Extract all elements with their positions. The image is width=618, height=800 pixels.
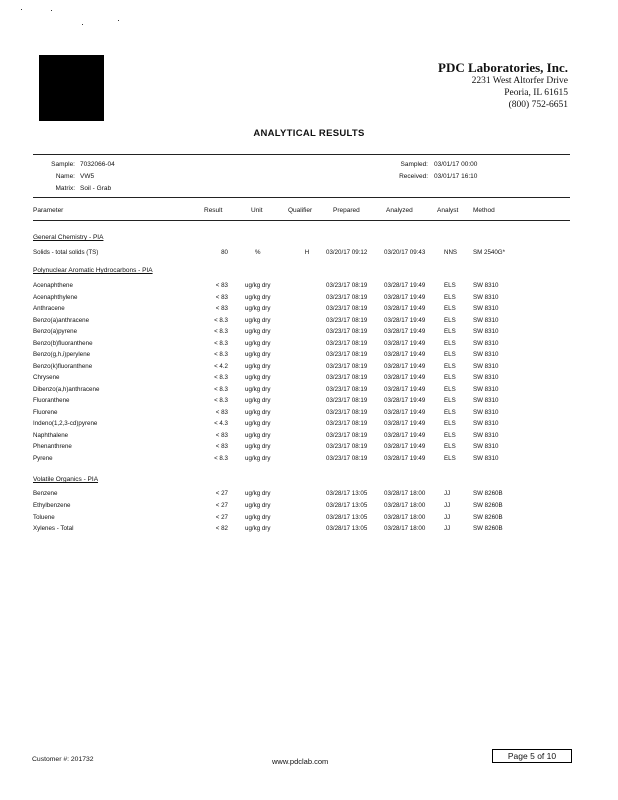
scan-speck xyxy=(118,20,119,21)
section-title-volatile-organics: Volatile Organics - PIA xyxy=(33,476,99,483)
cell-unit: ug/kg dry xyxy=(245,305,271,312)
cell-prepared: 03/28/17 13:05 xyxy=(326,525,368,533)
cell-unit: ug/kg dry xyxy=(245,328,271,335)
cell-unit: ug/kg dry xyxy=(245,316,271,324)
sample-matrix-label: Matrix: xyxy=(55,185,75,192)
cell-unit: % xyxy=(255,249,261,256)
cell-result: 80 xyxy=(221,249,228,256)
cell-analyst: ELS xyxy=(444,454,456,462)
col-header-analyzed: Analyzed xyxy=(386,207,413,214)
cell-prepared: 03/23/17 08:19 xyxy=(326,420,368,427)
cell-unit: ug/kg dry xyxy=(245,385,271,393)
cell-analyzed: 03/28/17 19:49 xyxy=(384,351,426,358)
sample-id-value: 7032066-04 xyxy=(80,161,115,168)
cell-analyst: NNS xyxy=(444,249,458,256)
cell-result: < 8.3 xyxy=(214,374,228,381)
cell-analyzed: 03/28/17 19:49 xyxy=(384,328,426,335)
cell-analyst: ELS xyxy=(444,443,456,450)
cell-method: SW 8260B xyxy=(473,490,503,497)
cell-prepared: 03/23/17 08:19 xyxy=(326,397,368,404)
cell-parameter: Pyrene xyxy=(33,454,53,462)
cell-method: SW 8310 xyxy=(473,362,499,370)
cell-prepared: 03/20/17 09:12 xyxy=(326,249,368,256)
scan-speck xyxy=(51,10,52,11)
cell-prepared: 03/23/17 08:19 xyxy=(326,431,368,439)
cell-parameter: Toluene xyxy=(33,513,55,521)
cell-analyzed: 03/28/17 19:49 xyxy=(384,397,426,404)
cell-result: < 8.3 xyxy=(214,339,228,347)
cell-parameter: Fluorene xyxy=(33,408,58,416)
cell-method: SW 8310 xyxy=(473,282,499,289)
cell-prepared: 03/23/17 08:19 xyxy=(326,374,368,381)
cell-parameter: Dibenzo(a,h)anthracene xyxy=(33,385,100,393)
cell-unit: ug/kg dry xyxy=(245,501,271,509)
cell-result: < 83 xyxy=(215,282,228,289)
cell-unit: ug/kg dry xyxy=(245,362,271,370)
cell-parameter: Benzo(k)fluoranthene xyxy=(33,362,93,370)
cell-result: < 8.3 xyxy=(214,454,228,462)
sampled-label: Sampled: xyxy=(400,161,428,168)
cell-method: SW 8310 xyxy=(473,385,499,393)
cell-analyst: ELS xyxy=(444,431,456,439)
table-row xyxy=(0,340,618,351)
cell-prepared: 03/23/17 08:19 xyxy=(326,305,368,312)
cell-method: SW 8260B xyxy=(473,501,503,509)
sample-matrix-value: Soil - Grab xyxy=(80,185,112,192)
cell-result: < 8.3 xyxy=(214,351,228,358)
cell-unit: ug/kg dry xyxy=(245,431,271,439)
sampled-value: 03/01/17 00:00 xyxy=(434,161,478,168)
table-row xyxy=(0,490,618,501)
customer-number: Customer #: 201732 xyxy=(32,756,94,763)
section-title-pah: Polynuclear Aromatic Hydrocarbons - PIA xyxy=(33,267,153,274)
cell-analyst: JJ xyxy=(444,525,451,533)
cell-result: < 82 xyxy=(215,525,228,533)
lab-city: Peoria, IL 61615 xyxy=(504,88,568,98)
cell-method: SW 8310 xyxy=(473,328,499,335)
table-row xyxy=(0,432,618,443)
table-row xyxy=(0,525,618,536)
cell-parameter: Anthracene xyxy=(33,305,65,312)
sample-name-value: VW5 xyxy=(80,173,95,180)
table-row xyxy=(0,328,618,339)
cell-result: < 8.3 xyxy=(214,397,228,404)
cell-analyst: JJ xyxy=(444,501,451,509)
redacted-logo-block xyxy=(39,55,104,121)
col-header-method: Method xyxy=(473,207,495,214)
cell-prepared: 03/23/17 08:19 xyxy=(326,282,368,289)
cell-analyst: ELS xyxy=(444,305,456,312)
cell-analyzed: 03/28/17 19:49 xyxy=(384,443,426,450)
cell-analyzed: 03/28/17 19:49 xyxy=(384,339,426,347)
cell-parameter: Solids - total solids (TS) xyxy=(33,249,99,256)
cell-result: < 27 xyxy=(215,513,228,521)
cell-method: SW 8260B xyxy=(473,525,503,533)
cell-analyzed: 03/28/17 19:49 xyxy=(384,454,426,462)
cell-parameter: Benzo(b)fluoranthene xyxy=(33,339,93,347)
table-row xyxy=(0,317,618,328)
table-row xyxy=(0,363,618,374)
cell-prepared: 03/23/17 08:19 xyxy=(326,362,368,370)
cell-prepared: 03/23/17 08:19 xyxy=(326,385,368,393)
table-row xyxy=(0,443,618,454)
cell-analyst: ELS xyxy=(444,328,456,335)
cell-analyst: ELS xyxy=(444,385,456,393)
table-row xyxy=(0,249,618,260)
cell-analyzed: 03/28/17 18:00 xyxy=(384,513,426,521)
cell-parameter: Indeno(1,2,3-cd)pyrene xyxy=(33,420,98,427)
lab-name: PDC Laboratories, Inc. xyxy=(438,60,568,75)
cell-result: < 83 xyxy=(215,305,228,312)
cell-unit: ug/kg dry xyxy=(245,525,271,533)
scan-speck xyxy=(21,9,22,10)
cell-result: < 27 xyxy=(215,490,228,497)
col-header-qualifier: Qualifier xyxy=(288,207,313,214)
cell-analyzed: 03/28/17 19:49 xyxy=(384,431,426,439)
cell-result: < 4.3 xyxy=(214,420,228,427)
col-header-parameter: Parameter xyxy=(33,207,64,214)
cell-method: SW 8310 xyxy=(473,305,499,312)
sample-id-label: Sample: xyxy=(51,161,75,168)
cell-analyzed: 03/28/17 19:49 xyxy=(384,374,426,381)
cell-analyzed: 03/28/17 19:49 xyxy=(384,293,426,301)
cell-unit: ug/kg dry xyxy=(245,454,271,462)
cell-prepared: 03/23/17 08:19 xyxy=(326,316,368,324)
cell-parameter: Acenaphthylene xyxy=(33,293,78,301)
sample-name-label: Name: xyxy=(55,173,75,180)
received-label: Received: xyxy=(399,173,428,180)
cell-result: < 8.3 xyxy=(214,385,228,393)
cell-parameter: Xylenes - Total xyxy=(33,525,74,533)
sample-info-block xyxy=(0,161,618,197)
table-row xyxy=(0,455,618,466)
cell-method: SM 2540G* xyxy=(473,249,505,256)
cell-prepared: 03/28/17 13:05 xyxy=(326,513,368,521)
cell-parameter: Benzo(a)anthracene xyxy=(33,316,90,324)
cell-method: SW 8310 xyxy=(473,374,499,381)
lab-address: 2231 West Altorfer Drive xyxy=(471,76,568,86)
cell-analyzed: 03/28/17 19:49 xyxy=(384,420,426,427)
cell-analyst: ELS xyxy=(444,374,456,381)
cell-analyst: ELS xyxy=(444,408,456,416)
cell-method: SW 8310 xyxy=(473,454,499,462)
cell-method: SW 8310 xyxy=(473,339,499,347)
cell-method: SW 8310 xyxy=(473,351,499,358)
sample-info-bottom-rule xyxy=(33,197,570,198)
document-title: ANALYTICAL RESULTS xyxy=(253,128,365,139)
cell-analyst: ELS xyxy=(444,397,456,404)
cell-parameter: Ethylbenzene xyxy=(33,501,71,509)
cell-unit: ug/kg dry xyxy=(245,293,271,301)
cell-prepared: 03/23/17 08:19 xyxy=(326,339,368,347)
table-row xyxy=(0,374,618,385)
cell-prepared: 03/28/17 13:05 xyxy=(326,490,368,497)
cell-analyzed: 03/28/17 19:49 xyxy=(384,305,426,312)
cell-parameter: Benzene xyxy=(33,490,58,497)
col-header-prepared: Prepared xyxy=(333,207,360,214)
cell-result: < 27 xyxy=(215,501,228,509)
cell-result: < 83 xyxy=(215,431,228,439)
cell-analyzed: 03/28/17 18:00 xyxy=(384,501,426,509)
cell-analyzed: 03/28/17 19:49 xyxy=(384,282,426,289)
cell-method: SW 8310 xyxy=(473,420,499,427)
page-number-box: Page 5 of 10 xyxy=(492,749,572,763)
cell-result: < 83 xyxy=(215,293,228,301)
table-row xyxy=(0,282,618,293)
cell-unit: ug/kg dry xyxy=(245,513,271,521)
cell-method: SW 8310 xyxy=(473,397,499,404)
cell-parameter: Benzo(a)pyrene xyxy=(33,328,78,335)
cell-prepared: 03/23/17 08:19 xyxy=(326,328,368,335)
table-row xyxy=(0,305,618,316)
cell-method: SW 8260B xyxy=(473,513,503,521)
cell-analyst: JJ xyxy=(444,490,451,497)
cell-unit: ug/kg dry xyxy=(245,397,271,404)
cell-prepared: 03/23/17 08:19 xyxy=(326,293,368,301)
table-row xyxy=(0,514,618,525)
cell-parameter: Naphthalene xyxy=(33,431,69,439)
cell-method: SW 8310 xyxy=(473,431,499,439)
scan-speck xyxy=(82,24,83,25)
sample-info-top-rule xyxy=(33,154,570,155)
table-row xyxy=(0,409,618,420)
col-header-result: Result xyxy=(204,207,223,214)
cell-analyzed: 03/28/17 19:49 xyxy=(384,316,426,324)
cell-analyst: ELS xyxy=(444,282,456,289)
cell-unit: ug/kg dry xyxy=(245,490,271,497)
cell-prepared: 03/28/17 13:05 xyxy=(326,501,368,509)
cell-result: < 83 xyxy=(215,443,228,450)
cell-result: < 83 xyxy=(215,408,228,416)
cell-method: SW 8310 xyxy=(473,316,499,324)
cell-analyzed: 03/28/17 18:00 xyxy=(384,490,426,497)
cell-prepared: 03/23/17 08:19 xyxy=(326,454,368,462)
table-row xyxy=(0,294,618,305)
header-bottom-rule xyxy=(33,220,570,221)
lab-phone: (800) 752-6651 xyxy=(508,100,568,110)
cell-result: < 4.2 xyxy=(214,362,228,370)
cell-analyst: JJ xyxy=(444,513,451,521)
cell-result: < 8.3 xyxy=(214,316,228,324)
cell-unit: ug/kg dry xyxy=(245,351,271,358)
cell-result: < 8.3 xyxy=(214,328,228,335)
cell-unit: ug/kg dry xyxy=(245,282,271,289)
cell-analyst: ELS xyxy=(444,339,456,347)
cell-qualifier: H xyxy=(304,249,310,256)
cell-analyst: ELS xyxy=(444,362,456,370)
table-row xyxy=(0,420,618,431)
cell-analyzed: 03/20/17 09:43 xyxy=(384,249,426,256)
cell-method: SW 8310 xyxy=(473,293,499,301)
cell-prepared: 03/23/17 08:19 xyxy=(326,408,368,416)
cell-analyzed: 03/28/17 19:49 xyxy=(384,385,426,393)
cell-unit: ug/kg dry xyxy=(245,339,271,347)
cell-analyzed: 03/28/17 19:49 xyxy=(384,362,426,370)
cell-parameter: Acenaphthene xyxy=(33,282,73,289)
cell-unit: ug/kg dry xyxy=(245,374,271,381)
cell-method: SW 8310 xyxy=(473,408,499,416)
cell-parameter: Benzo(g,h,i)perylene xyxy=(33,351,91,358)
cell-parameter: Fluoranthene xyxy=(33,397,70,404)
table-row xyxy=(0,351,618,362)
cell-analyzed: 03/28/17 18:00 xyxy=(384,525,426,533)
received-value: 03/01/17 16:10 xyxy=(434,173,478,180)
lab-website-link[interactable]: www.pdclab.com xyxy=(272,757,329,766)
cell-method: SW 8310 xyxy=(473,443,499,450)
cell-prepared: 03/23/17 08:19 xyxy=(326,351,368,358)
cell-unit: ug/kg dry xyxy=(245,443,271,450)
table-row xyxy=(0,502,618,513)
table-row xyxy=(0,397,618,408)
cell-prepared: 03/23/17 08:19 xyxy=(326,443,368,450)
cell-unit: ug/kg dry xyxy=(245,408,271,416)
cell-analyzed: 03/28/17 19:49 xyxy=(384,408,426,416)
cell-parameter: Chrysene xyxy=(33,374,60,381)
section-title-general-chemistry: General Chemistry - PIA xyxy=(33,234,104,241)
cell-analyst: ELS xyxy=(444,293,456,301)
col-header-analyst: Analyst xyxy=(437,207,459,214)
cell-unit: ug/kg dry xyxy=(245,420,271,427)
cell-parameter: Phenanthrene xyxy=(33,443,72,450)
table-row xyxy=(0,386,618,397)
cell-analyst: ELS xyxy=(444,316,456,324)
col-header-unit: Unit xyxy=(251,207,263,214)
cell-analyst: ELS xyxy=(444,351,456,358)
cell-analyst: ELS xyxy=(444,420,456,427)
